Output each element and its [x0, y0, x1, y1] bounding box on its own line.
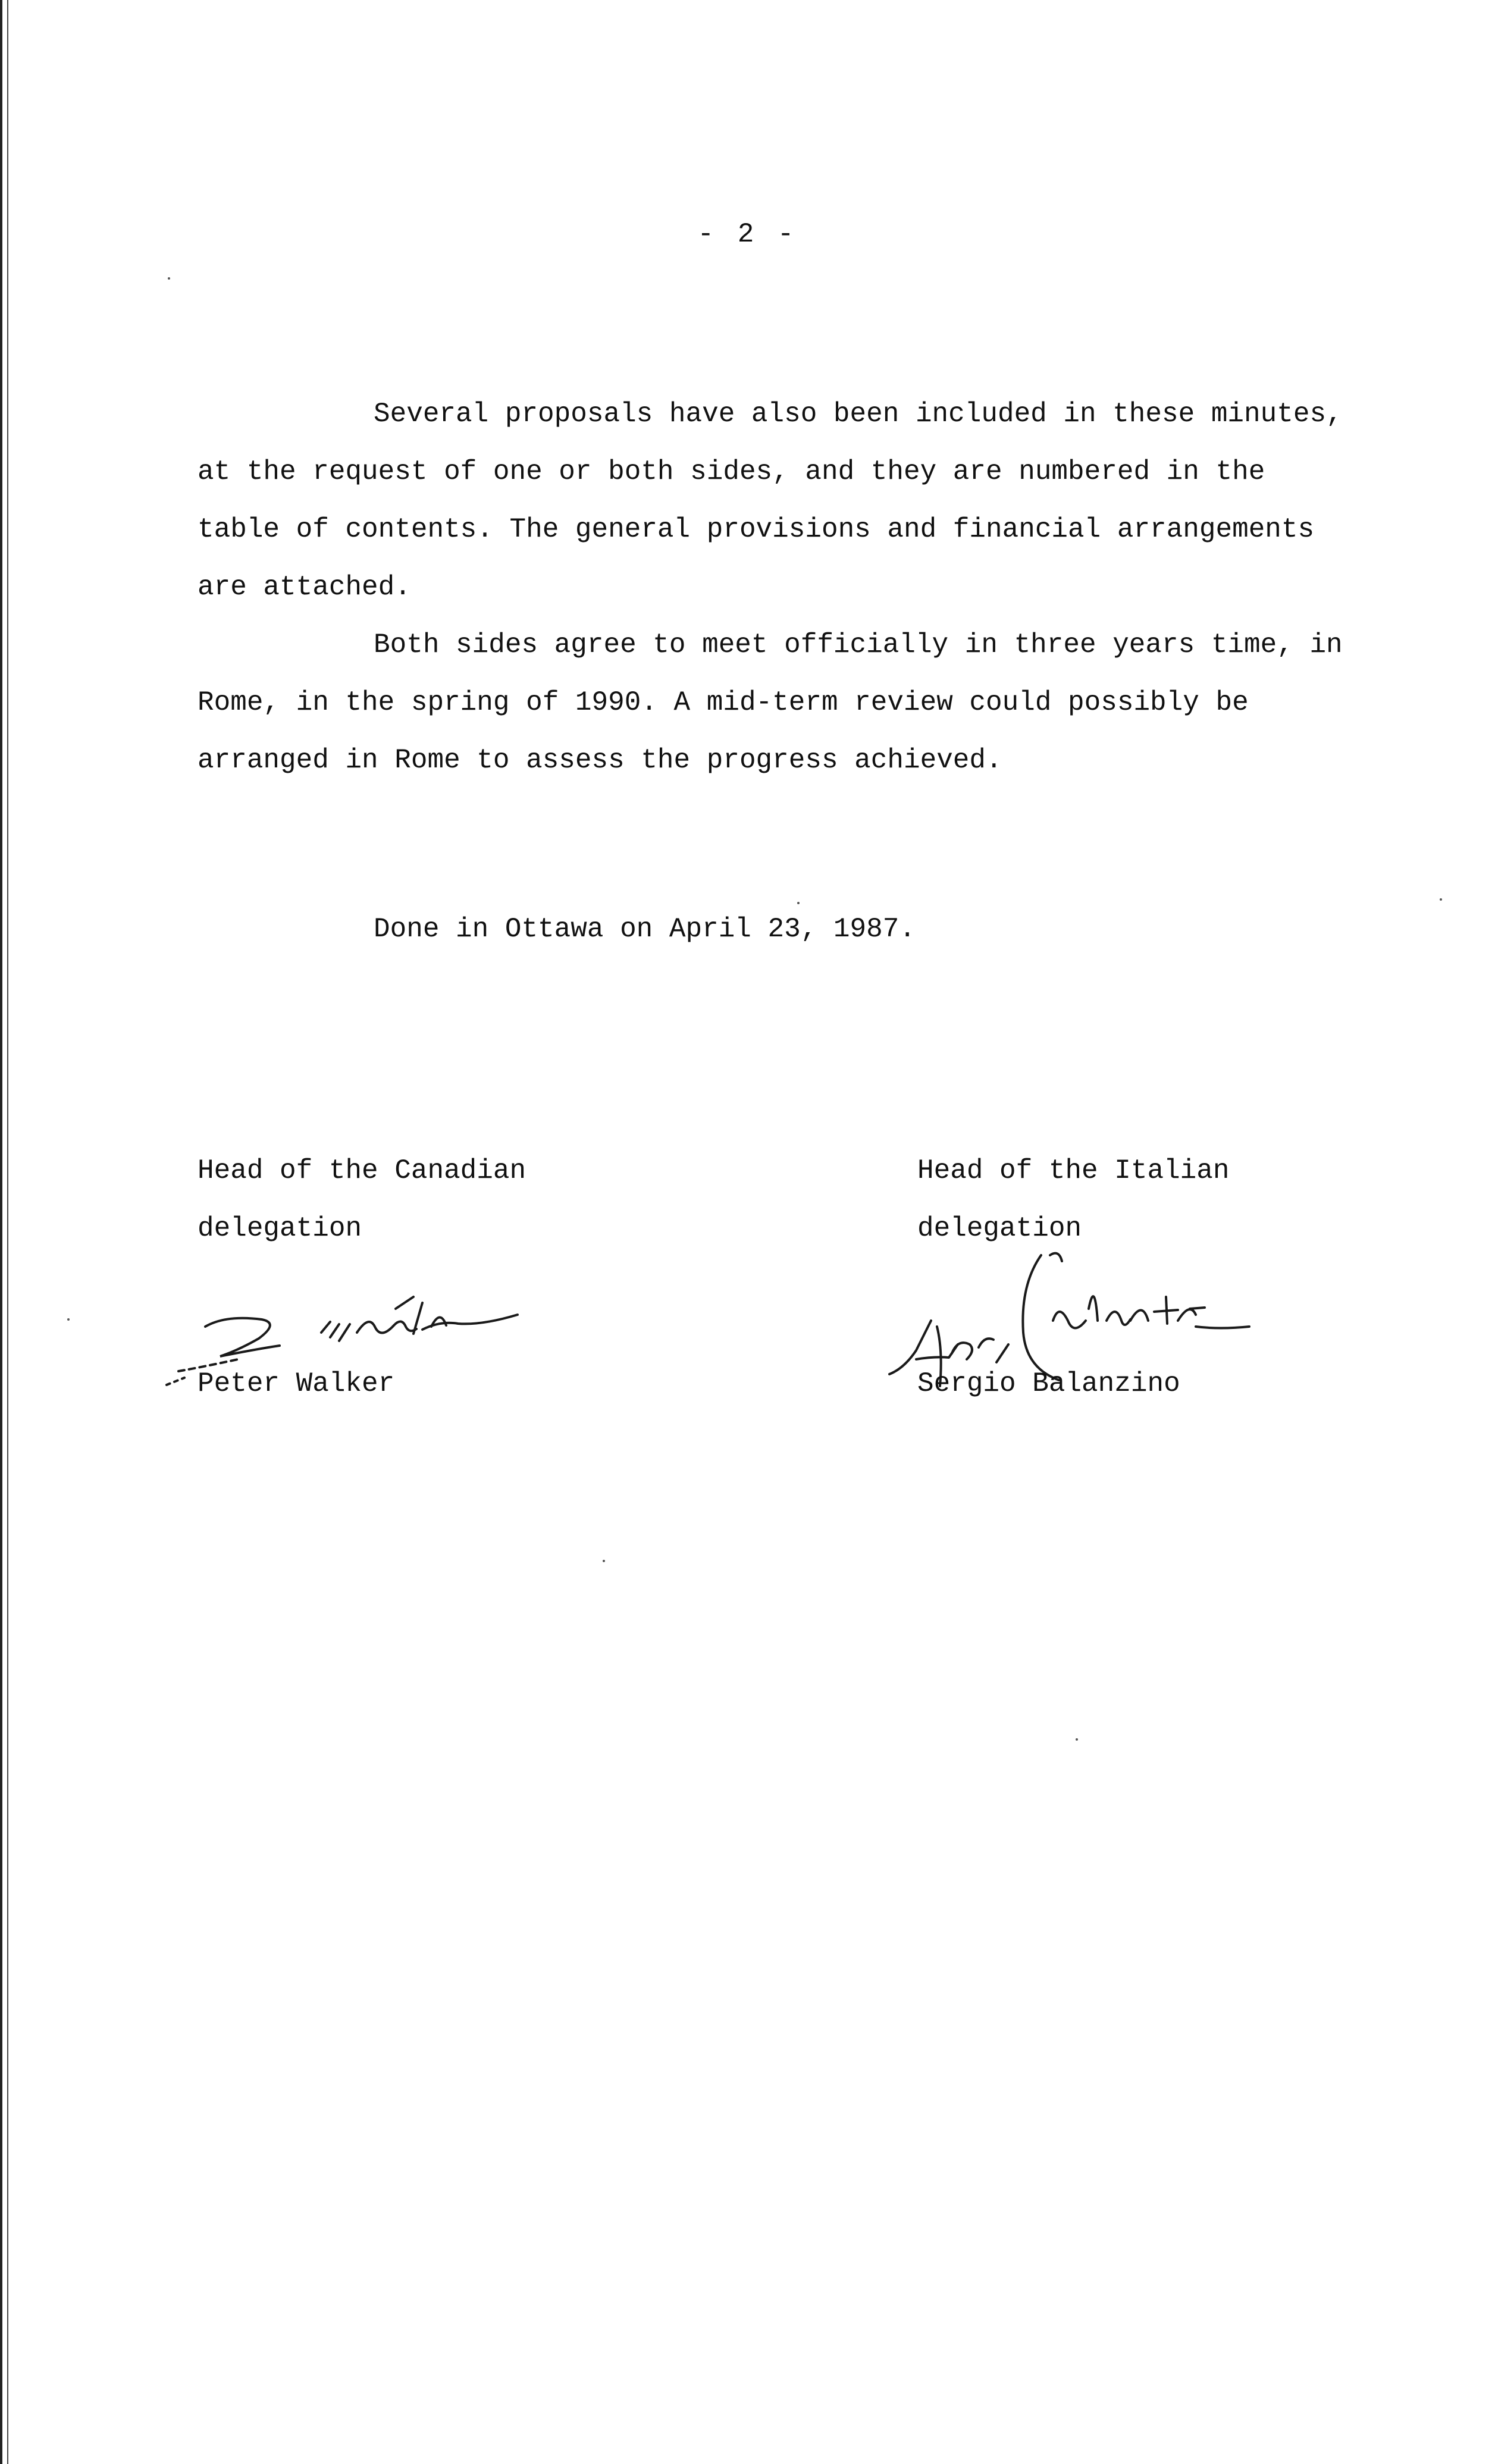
scan-speck: [67, 1318, 70, 1321]
title-line: delegation: [198, 1213, 362, 1244]
scan-speck: [603, 1560, 605, 1562]
title-line: Head of the Canadian: [198, 1155, 526, 1186]
scan-speck: [1440, 898, 1442, 901]
paragraph-meeting: [198, 616, 1411, 789]
text-line: Several proposals have also been included in these minutes,: [374, 399, 1343, 430]
text-line: table of contents. The general provisions and financial arrangements: [198, 514, 1315, 545]
text-line: Both sides agree to meet officially in three years time, in: [374, 629, 1343, 660]
scan-speck: [797, 902, 800, 904]
text-line: are attached.: [198, 572, 411, 603]
scan-speck: [168, 277, 170, 280]
title-line: delegation: [917, 1213, 1082, 1244]
text-line: at the request of one or both sides, and they are numbered in the: [198, 456, 1265, 487]
text-line: arranged in Rome to assess the progress achieved.: [198, 745, 1002, 776]
done-in-ottawa-line: Done in Ottawa on April 23, 1987.: [374, 914, 916, 945]
scan-speck: [1076, 1738, 1078, 1741]
paragraph-proposals: [198, 385, 1411, 616]
title-line: Head of the Italian: [917, 1155, 1230, 1186]
canadian-signatory-title: [198, 1142, 526, 1258]
signer-name-italian: Sergio Balanzino: [917, 1368, 1180, 1399]
text-line: Rome, in the spring of 1990. A mid-term review could possibly be: [198, 687, 1249, 718]
page-edge-line-inner: [7, 0, 8, 2464]
page-edge-line: [0, 0, 2, 2464]
page-number: - 2 -: [697, 219, 798, 250]
signer-name-canadian: Peter Walker: [198, 1368, 395, 1399]
